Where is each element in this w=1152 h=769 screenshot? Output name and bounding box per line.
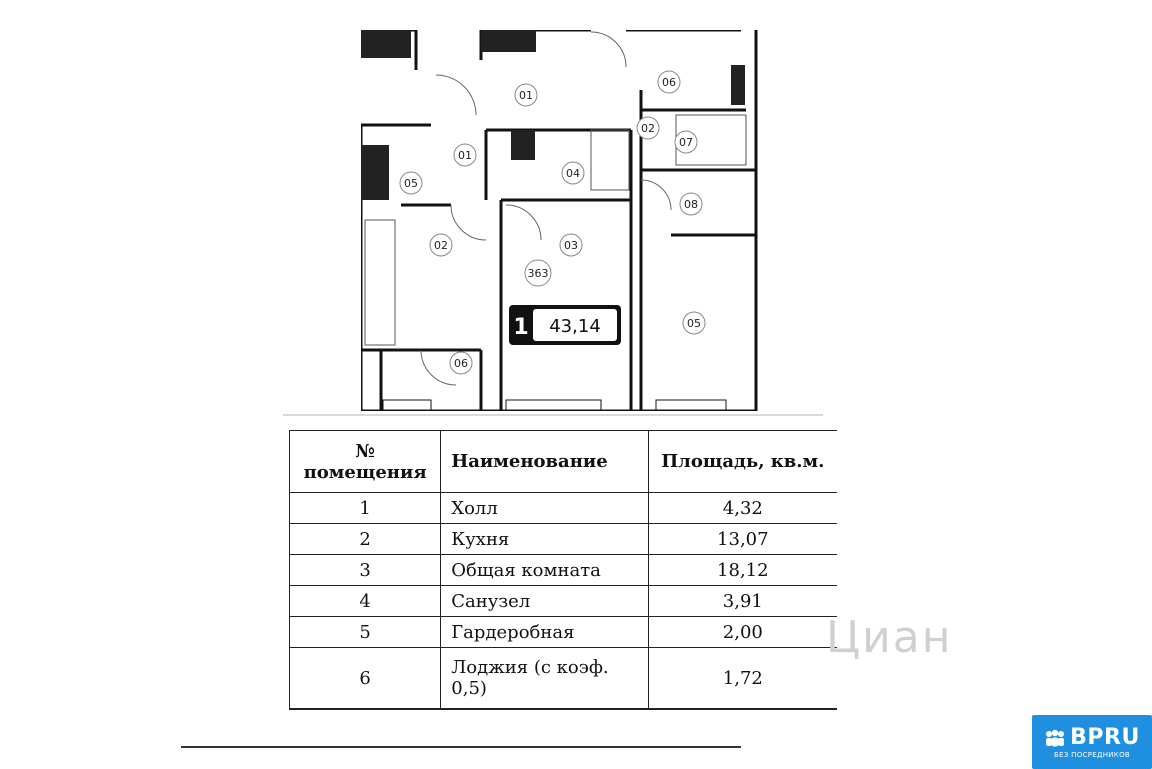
cell-room-number: 6 (290, 648, 441, 710)
table-row (290, 648, 838, 710)
cell-room-name: Кухня (441, 524, 648, 555)
cell-room-name: Гардеробная (441, 617, 648, 648)
table-row (290, 493, 838, 524)
brand-tagline: БЕЗ ПОСРЕДНИКОВ (1054, 751, 1130, 759)
apartment-room-count: 1 (513, 315, 529, 340)
table-row (290, 555, 838, 586)
plan-room-label: 04 (566, 167, 580, 180)
rooms-table (289, 430, 837, 710)
watermark: Циан (826, 612, 953, 663)
plan-room-label: 01 (519, 89, 533, 102)
plan-room-label: 01 (458, 149, 472, 162)
plan-room-label: 02 (434, 239, 448, 252)
cell-room-area: 3,91 (648, 586, 837, 617)
cell-room-area: 4,32 (648, 493, 837, 524)
cell-room-number: 3 (290, 555, 441, 586)
cell-room-name: Лоджия (с коэф. 0,5) (441, 648, 648, 710)
apartment-badge (509, 305, 621, 345)
brand-badge[interactable] (1032, 715, 1152, 769)
header-number-symbol: № (355, 440, 375, 462)
plan-room-label: 05 (404, 177, 418, 190)
cell-room-name: Санузел (441, 586, 648, 617)
cell-room-area: 2,00 (648, 617, 837, 648)
floor-plan (361, 30, 760, 411)
cell-room-number: 1 (290, 493, 441, 524)
plan-room-label: 08 (684, 198, 698, 211)
plan-room-label: 03 (564, 239, 578, 252)
header-name: Наименование (441, 431, 648, 493)
people-icon (1044, 729, 1066, 747)
bottom-divider (181, 746, 741, 748)
plan-room-label: 06 (662, 76, 676, 89)
plan-room-label: 07 (679, 136, 693, 149)
apartment-area: 43,14 (549, 316, 601, 337)
cell-room-number: 2 (290, 524, 441, 555)
plan-room-label: 06 (454, 357, 468, 370)
cell-room-number: 4 (290, 586, 441, 617)
plan-divider (283, 414, 823, 416)
cell-room-name: Общая комната (441, 555, 648, 586)
plan-room-label: 05 (687, 317, 701, 330)
cell-room-area: 18,12 (648, 555, 837, 586)
cell-room-area: 13,07 (648, 524, 837, 555)
header-room-number (290, 431, 441, 493)
table-header-row (290, 431, 838, 493)
header-area: Площадь, кв.м. (648, 431, 837, 493)
brand-name: BPRU (1070, 725, 1140, 750)
table-row (290, 617, 838, 648)
cell-room-number: 5 (290, 617, 441, 648)
plan-dimension-label: 363 (527, 267, 549, 280)
cell-room-name: Холл (441, 493, 648, 524)
cell-room-area: 1,72 (648, 648, 837, 710)
table-row (290, 524, 838, 555)
header-number-label: помещения (303, 461, 427, 483)
plan-room-label: 02 (641, 122, 655, 135)
table-row (290, 586, 838, 617)
